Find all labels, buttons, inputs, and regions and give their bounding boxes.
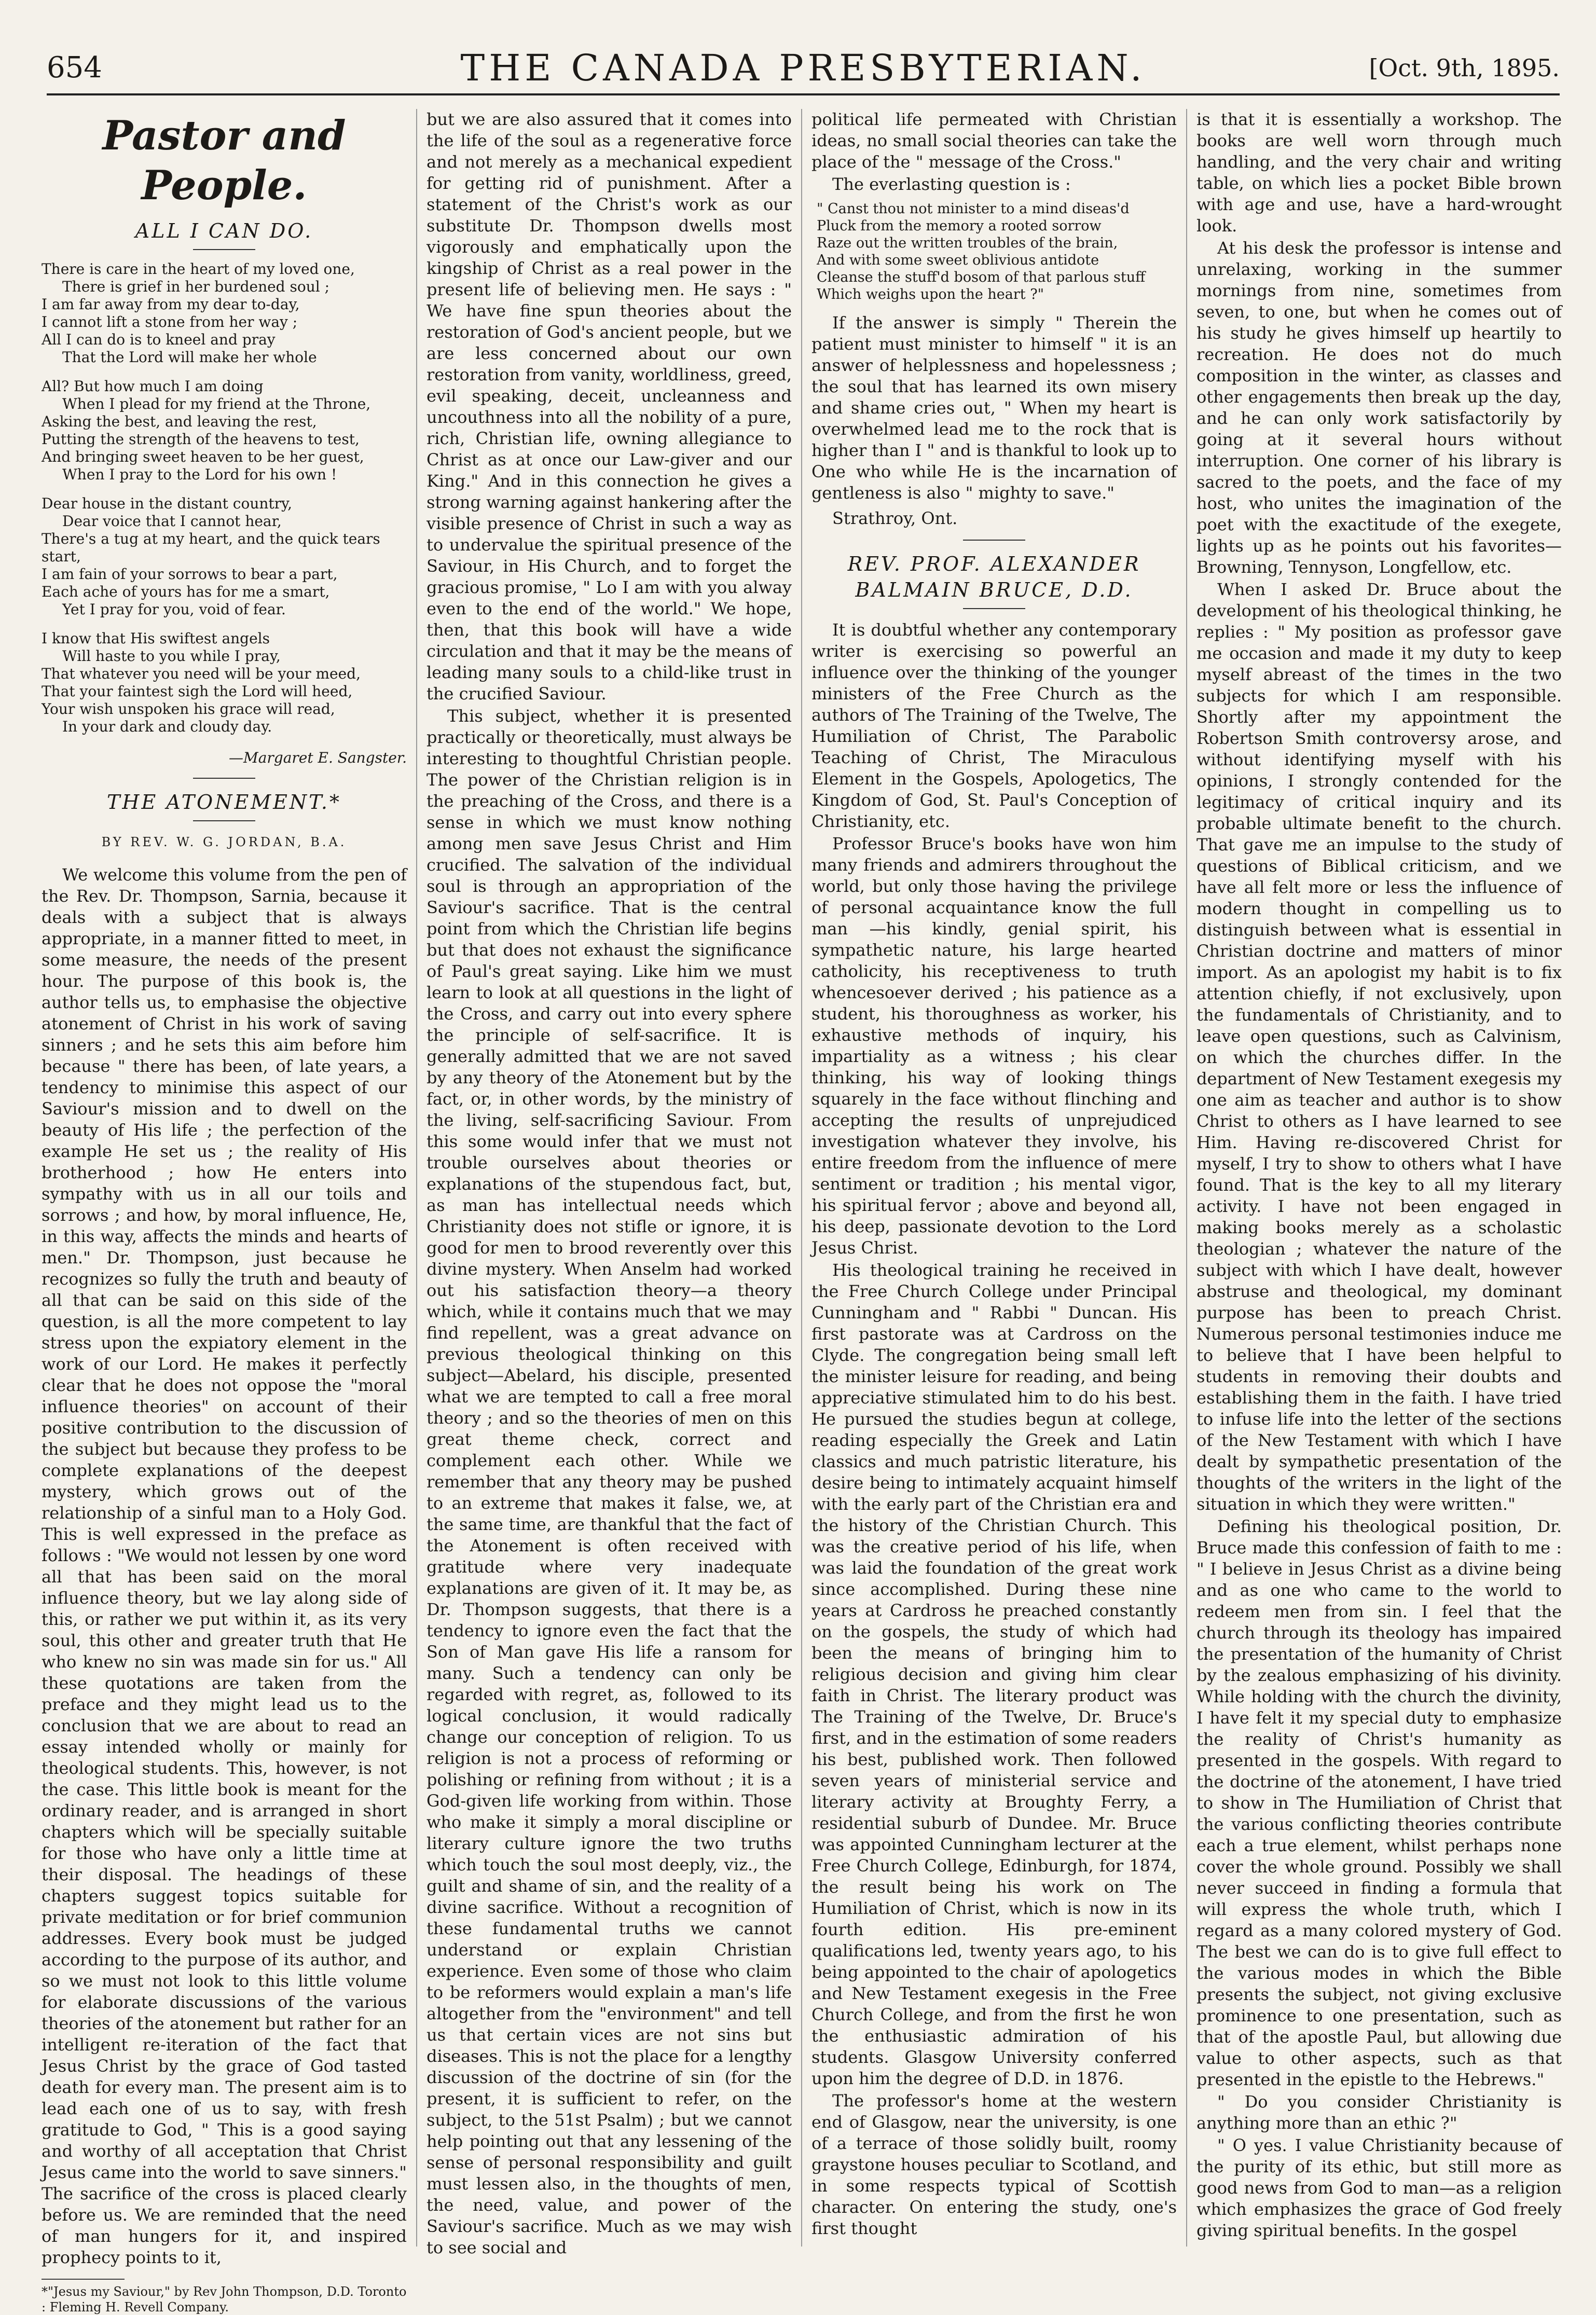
poem-line: I know that His swiftest angels xyxy=(42,630,270,647)
poem-line: Yet I pray for you, void of fear. xyxy=(62,601,286,618)
quote-line: " Canst thou not minister to a mind diseas'd xyxy=(817,201,1130,217)
poem-line: That your faintest sigh the Lord will heed, xyxy=(42,683,353,700)
quotation xyxy=(817,200,1177,303)
footnote-divider xyxy=(42,2279,125,2280)
poem-line: Your wish unspoken his grace will read, xyxy=(42,700,335,718)
divider xyxy=(193,778,255,779)
footnote: *"Jesus my Saviour," by Rev John Thompson, D.D. Toronto : Fleming H. Revell Company. xyxy=(42,2284,407,2314)
paragraph: If the answer is simply " Therein the patient must minister to himself " it is an answer of helplessness and hopelessness ; the soul that has learned its own misery and shame cries out, " When my heart is overwhelmed lead me to the rock that is higher than I " and is thankful to look up to One who while He is the incarnation of gentleness is also " mighty to save." xyxy=(811,313,1177,503)
quote-line: Cleanse the stuff'd bosom of that parlous stuff xyxy=(817,269,1146,285)
publication-title: THE CANADA PRESBYTERIAN. xyxy=(460,47,1146,89)
poem-line: Dear voice that I cannot hear, xyxy=(62,513,282,530)
poem-line: Putting the strength of the heavens to test, xyxy=(42,431,360,448)
paragraph: but we are also assured that it comes into the life of the soul as a regenerative force and not merely as a mechanical expedient for getting rid of punishment. After a statement of the Christ's work as our substitute Dr. Thompson dwells most vigorously and emphatically upon the kingship of Christ as a real power in the present life of believing men. He says : " We have fine spun theories about the restoration of God's ancient people, but we are less concerned about our own restoration from vanity, worldliness, greed, evil speaking, deceit, uncleanness and uncouthness into all the nobility of a pure, rich, Christian life, owning allegiance to Christ as at once our Law-giver and our King." And in this connection he gives a strong warning against hankering after the visible presence of Christ in such a way as to undervalue the spiritual presence of the Saviour, in His Church, and to forget the gracious promise, " Lo I am with you alway even to the end of the world." We hope, then, that this book will have a wide circulation and that it may be the means of leading many souls to a child-like trust in the crucified Saviour. xyxy=(426,109,792,704)
poem-line: That the Lord will make her whole xyxy=(62,349,317,366)
article-title-atonement: THE ATONEMENT.* xyxy=(107,791,341,814)
poem-title: ALL I CAN DO. xyxy=(135,219,313,242)
poem-line: That whatever you need will be your meed, xyxy=(42,665,361,682)
article-title-bruce: REV. PROF. ALEXANDER BALMAIN BRUCE, D.D. xyxy=(847,553,1141,601)
poem-line: There is grief in her burdened soul ; xyxy=(62,278,330,295)
paragraph: political life permeated with Christian ideas, no small social theories can take the place of the " message of the Cross." xyxy=(811,109,1177,172)
poem-stanza xyxy=(42,260,407,366)
divider xyxy=(963,540,1025,541)
poem-line: There's a tug at my heart, and the quick tears start, xyxy=(42,530,380,565)
paragraph: The everlasting question is : xyxy=(832,174,1071,194)
poem-line: Asking the best, and leaving the rest, xyxy=(42,413,317,430)
issue-date: [Oct. 9th, 1895. xyxy=(1369,54,1560,82)
column-2 xyxy=(416,109,792,2257)
text-columns xyxy=(42,109,1562,2314)
paragraph: The professor's home at the western end of Glasgow, near the university, is one of a terrace of those solidly built, roomy graystone houses peculiar to Scotland, and in some respects typical of Scottish character. On entering the study, one's first thought xyxy=(811,2091,1177,2238)
poem-line: When I pray to the Lord for his own ! xyxy=(62,466,337,483)
paragraph: We welcome this volume from the pen of the Rev. Dr. Thompson, Sarnia, because it deals with a subject that is always appropriate, in a manner fitted to meet, in some measure, the needs of the present hour. The purpose of this book is, the author tells us, to emphasise the objective atonement of Christ in his work of saving sinners ; and he sets this aim before him because " there has been, of late years, a tendency to minimise this aspect of our Saviour's mission and to dwell on the beauty of His life ; the perfection of the example He set us ; the reality of His brotherhood ; how He enters into sympathy with us in all our toils and sorrows ; and how, by moral influence, He, in this way, affects the minds and hearts of men." Dr. Thompson, just because he recognizes so fully the truth and beauty of all that can be said on this side of the question, is all the more competent to lay stress upon the expiatory element in the work of our Lord. He makes it perfectly clear that he does not oppose the "moral influence theories" on account of their positive contribution to the discussion of the subject but because they profess to be complete explanations of the deepest mystery, which grows out of the relationship of a sinful man to a Holy God. This is well expressed in the preface as follows : "We would not lessen by one word all that has been said on the moral influence theory, but we lay along side of this, or rather we put within it, as its very soul, this other and greater truth that He who knew no sin was made sin for us." All these quotations are taken from the preface and they might lead us to the conclusion that we are about to read an essay intended wholly or mainly for theological students. This, however, is not the case. This little book is meant for the ordinary reader, and is arranged in short chapters which will be specially suitable for those who have only a little time at their disposal. The headings of these chapters suggest topics suitable for private meditation or for brief communion addresses. Every book must be judged according to the purpose of its author, and so we must not look to this little volume for elaborate discussions of the various theories of the atonement but rather for an intelligent re-iteration of the fact that Jesus Christ by the grace of God tasted death for every man. The present aim is to lead each one of us to say, with fresh gratitude to God, " This is a good saying and worthy of all acceptation that Christ Jesus came into the world to save sinners." The sacrifice of the cross is placed clearly before us. We are reminded that the need of man hungers for it, and inspired prophecy points to it, xyxy=(42,865,407,2267)
poem-line: Each ache of yours has for me a smart, xyxy=(42,583,330,600)
article-place: Strathroy, Ont. xyxy=(832,508,958,528)
poem-line: And bringing sweet heaven to be her guest, xyxy=(42,448,364,465)
paragraph: It is doubtful whether any contemporary writer is exercising so powerful an influence over the thinking of the younger ministers of the Free Church as the authors of The Training of the Twelve, The Humiliation of Christ, The Parabolic Teaching of Christ, The Miraculous Element in the Gospels, Apologetics, The Kingdom of God, St. Paul's Conception of Christianity, etc. xyxy=(811,620,1177,831)
paragraph: is that it is essentially a workshop. The books are well worn through much handling, and the very chair and writing table, on which lies a pocket Bible brown with age and use, have a hard-wrought look. xyxy=(1196,109,1562,236)
paragraph: Professor Bruce's books have won him many friends and admirers throughout the world, but only those having the privilege of personal acquaintance know the full man —his kindly, genial spirit, his sympathetic nature, his large hearted catholicity, his receptiveness to truth whencesoever derived ; his patience as a student, his thoroughness as worker, his exhaustive methods of inquiry, his impartiality as a witness ; his clear thinking, his way of looking things squarely in the face without flinching and accepting the results of unprejudiced investigation whatever they involve, his entire freedom from the influence of mere sentiment or tradition ; his mental vigor, his spiritual fervor ; above and beyond all, his deep, passionate devotion to the Lord Jesus Christ. xyxy=(811,834,1177,1258)
divider xyxy=(193,820,255,821)
quote-line: And with some sweet oblivious antidote xyxy=(817,252,1099,268)
quote-line: Which weighs upon the heart ?" xyxy=(817,286,1044,302)
poem-line: Dear house in the distant country, xyxy=(42,495,293,512)
paragraph: Defining his theological position, Dr. Bruce made this confession of faith to me : " I believe in Jesus Christ as a divine being and as one who came to the world to redeem men from sin. I feel that the church through its theology has impaired the presentation of the humanity of Christ by the zealous emphasizing of his divinity. While holding with the church the divinity, I have felt it my special duty to emphasize the reality of Christ's humanity as presented in the gospels. With regard to the doctrine of the atonement, I have tried to show in The Humiliation of Christ that the various conflicting theories contribute each a true element, whilst perhaps none cover the whole ground. Possibly we shall never succeed in finding a formula that will express the whole truth, which I regard as a many colored mystery of God. The best we can do is to give full effect to the various modes in which the Bible presents the subject, not giving exclusive prominence to one presentation, such as that of the apostle Paul, but allowing due value to other aspects, such as that presented in the epistle to the Hebrews." xyxy=(1196,1517,1562,2089)
poem-line: I cannot lift a stone from her way ; xyxy=(42,313,298,330)
quote-line: Pluck from the memory a rooted sorrow xyxy=(817,218,1102,234)
poem-line: I am far away from my dear to-day, xyxy=(42,296,300,313)
paragraph: At his desk the professor is intense and unrelaxing, working in the summer mornings from nine, sometimes from seven, to one, but when he comes out of his study he gives himself up heartily to recreation. He does not do much composition in the winter, as classes and other engagements then break up the day, and he can only work satisfactorily by going at it several hours without interruption. One corner of his library is sacred to the poets, and the face of my host, who unites the imagination of the poet with the exactitude of the exegete, lights up as he points out his favorites—Browning, Tennyson, Longfellow, etc. xyxy=(1196,238,1562,577)
poem-line: In your dark and cloudy day. xyxy=(62,718,272,735)
department-heading: Pastor and People. xyxy=(102,112,346,209)
paragraph: " O yes. I value Christianity because of the purity of its ethic, but still more as good news from God to man—as a religion which emphasizes the grace of God freely giving spiritual benefits. In the gospel xyxy=(1196,2135,1562,2240)
column-3 xyxy=(801,109,1177,2247)
paragraph: His theological training he received in the Free Church College under Principal Cunningham and " Rabbi " Duncan. His first pastorate was at Cardross on the Clyde. The congregation being small left the minister leisure for reading, and being appreciative stimulated him to do his best. He pursued the studies begun at college, reading especially the Greek and Latin classics and much patristic literature, his desire being to intimately acquaint himself with the early part of the Christian era and the history of the Christian Church. This was the creative period of his life, when was laid the foundation of the great work since accomplished. During these nine years at Cardross he preached constantly on the gospels, the study of which had been the means of bringing him to religious decision and giving him clear faith in Christ. The literary product was The Training of the Twelve, Dr. Bruce's first, and in the estimation of some readers his best, published work. Then followed seven years of ministerial service and literary activity at Broughty Ferry, a residential suburb of Dundee. Mr. Bruce was appointed Cunningham lecturer at the Free Church College, Edinburgh, for 1874, the result being his work on The Humiliation of Christ, which is now in its fourth edition. His pre-eminent qualifications led, twenty years ago, to his being appointed to the chair of apologetics and New Testament exegesis in the Free Church College, and from the first he won the enthusiastic admiration of his students. Glasgow University conferred upon him the degree of D.D. in 1876. xyxy=(811,1260,1177,2088)
page-number: 654 xyxy=(47,51,102,85)
column-4 xyxy=(1186,109,1562,2247)
poem-line: I am fain of your sorrows to bear a part, xyxy=(42,566,338,583)
paragraph: When I asked Dr. Bruce about the development of his theological thinking, he replies : " My position as professor gave me occasion and made it my duty to keep myself abreast of the times in the two subjects for which I am responsible. Shortly after my appointment the Robertson Smith controversy arose, and without identifying myself with his opinions, I strongly contended for the legitimacy of critical inquiry and its probable ultimate benefit to the church. That gave me an impulse to the study of questions of Biblical criticism, and we have all felt more or less the influence of modern thought in compelling us to distinguish between what is essential in Christian doctrine and matters of minor import. As an apologist my habit is to fix attention chiefly, if not exclusively, upon the fundamentals of Christianity, and to leave open questions, such as Calvinism, on which the churches differ. In the department of New Testament exegesis my one aim as teacher and author is to show Christ to others as I have learned to see Him. Having re-discovered Christ for myself, I try to show to others what I have found. That is the key to all my literary activity. I have not been engaged in making books merely as a scholastic theologian ; whatever the nature of the subject with which I have dealt, however abstruse and theological, my dominant purpose has been to preach Christ. Numerous personal testimonies induce me to believe that I have been helpful to students in removing their doubts and establishing them in the faith. I have tried to infuse life into the letter of the sections of the New Testament with which I have dealt by sympathetic presentation of the thoughts of the writers in the light of the situation in which they were written." xyxy=(1196,580,1562,1514)
poem-line: There is care in the heart of my loved one, xyxy=(42,260,355,278)
divider xyxy=(193,249,255,250)
poem-line: When I plead for my friend at the Throne, xyxy=(62,395,371,412)
paragraph: This subject, whether it is presented practically or theoretically, must always be interesting to thoughtful Christian people. The power of the Christian religion is in the preaching of the Cross, and there is a sense in which we must know nothing among men save Jesus Christ and Him crucified. The salvation of the individual soul is through an appropriation of the Saviour's sacrifice. That is the central point from which the Christian life begins but that does not exhaust the significance of Paul's great saying. Like him we must learn to look at all questions in the light of the Cross, and carry out into every sphere the principle of self-sacrifice. It is generally admitted that we are not saved by any theory of the Atonement but by the fact, or, in other words, by the ministry of the living, self-sacrificing Saviour. From this some would infer that we must not trouble ourselves about theories or explanations of the stupendous fact, but, as man has intellectual needs which Christianity does not stifle or ignore, it is good for men to brood reverently over this divine mystery. When Anselm had worked out his satisfaction theory—a theory which, while it contains much that we may find repellent, was a great advance on previous theological thinking on this subject—Abelard, his disciple, presented what we are tempted to call a free moral theory ; and so the theories of men on this great theme check, correct and complement each other. While we remember that any theory may be pushed to an extreme that makes it false, we, at the same time, are thankful that the fact of the Atonement is often received with gratitude where very inadequate explanations are given of it. It may be, as Dr. Thompson suggests, that there is a tendency to ignore even the fact that the Son of Man gave His life a ransom for many. Such a tendency can only be regarded with regret, as, followed to its logical conclusion, it would radically change our conception of religion. To us religion is not a process of reforming or polishing or refining from without ; it is a God-given life working from within. Those who make it simply a moral discipline or literary culture ignore the two truths which touch the soul most deeply, viz., the guilt and shame of sin, and the reality of a divine sacrifice. Without a recognition of these fundamental truths we cannot understand or explain Christian experience. Even some of those who claim to be reformers would explain a man's life altogether from the "environment" and tell us that certain vices are not sins but diseases. This is not the place for a lengthy discussion of the doctrine of sin (for the present, it is sufficient to refer, on the subject, to the 51st Psalm) ; but we cannot help pointing out that any lessening of the sense of personal responsibility and guilt must lessen also, in the thoughts of men, the need, value, and power of the Saviour's sacrifice. Much as we may wish to see social and xyxy=(426,706,792,2257)
article-byline: BY REV. W. G. JORDAN, B.A. xyxy=(101,835,347,849)
poem-line: All? But how much I am doing xyxy=(42,378,264,395)
poem-author: —Margaret E. Sangster. xyxy=(229,749,407,766)
poem-stanza xyxy=(42,495,407,618)
poem-line: Will haste to you while I pray, xyxy=(62,647,281,665)
poem-stanza xyxy=(42,378,407,484)
column-1 xyxy=(42,109,407,2314)
paragraph: " Do you consider Christianity is anything more than an ethic ?" xyxy=(1196,2092,1562,2133)
quote-line: Raze out the written troubles of the brain, xyxy=(817,235,1118,251)
masthead xyxy=(47,36,1560,95)
poem-stanza xyxy=(42,630,407,736)
divider xyxy=(963,608,1025,609)
poem-line: All I can do is to kneel and pray xyxy=(42,331,276,348)
